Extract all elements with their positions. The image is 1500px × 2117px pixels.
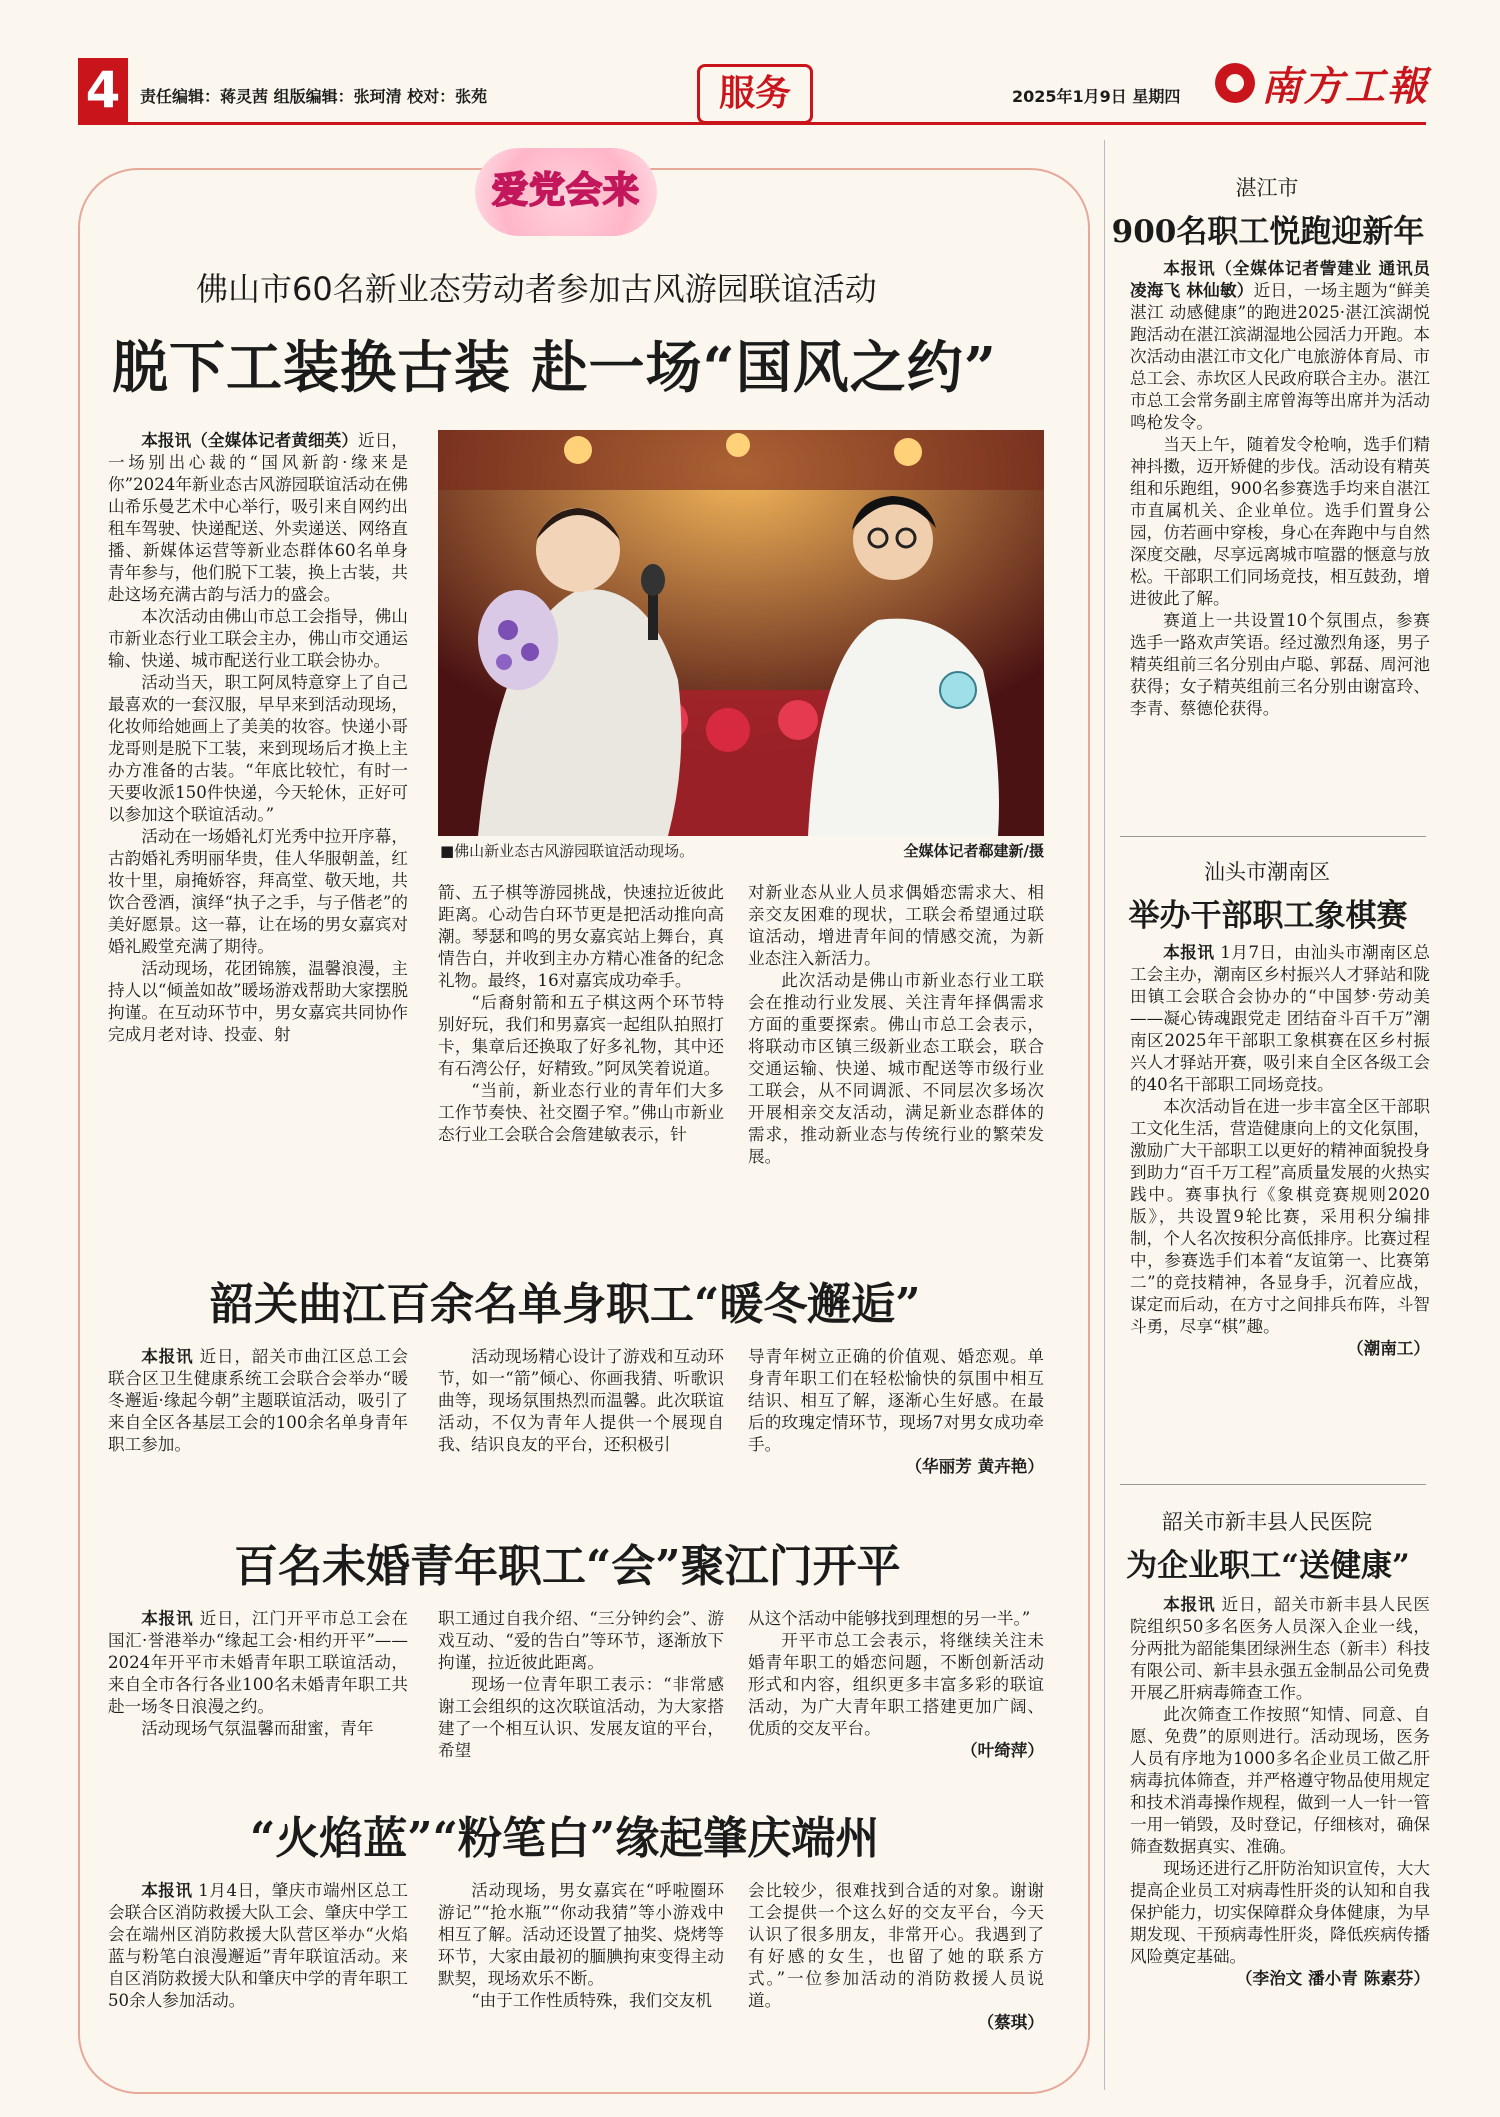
- lead-paragraph: 近日，一场别出心裁的“国风新韵·缘来是你”2024年新业态古风游园联谊活动在佛山希乐曼艺术中心举行，吸引来自网约出租车驾驶、快递配送、外卖递送、网络直播、新媒体运营等新业态群体60名单身青年参与，他们脱下工装，换上古装，共赴这场充满古韵与活力的盛会。: [108, 431, 409, 604]
- lead-paragraph: 对新业态从业人员求偶婚恋需求大、相亲交友困难的现状，工联会希望通过联谊活动，增进青年间的情感交流，为新业态注入新活力。: [748, 883, 1044, 968]
- story4-paragraph: 1月4日，肇庆市端州区总工会联合区消防救援大队工会、肇庆中学工会在端州区消防救援大队营区举办“火焰蓝与粉笔白浪漫邂逅”青年联谊活动。来自区消防救援大队和肇庆中学的青年职工50余人参加活动。: [108, 1881, 408, 2010]
- side-divider: [1120, 836, 1426, 837]
- story3-column-2: [438, 1608, 724, 1762]
- side2-byline: （潮南工）: [1347, 1339, 1430, 1358]
- lead-paragraph: 活动现场，花团锦簇，温馨浪漫，主持人以“倾盖如故”暖场游戏帮助大家摆脱拘谨。在互动环节中，男女嘉宾共同协作完成月老对诗、投壶、射: [108, 959, 408, 1044]
- header-rule: [78, 122, 1426, 125]
- side1-location: 湛江市: [1235, 176, 1299, 200]
- feature-badge: [475, 148, 657, 236]
- side3-body: [1130, 1594, 1430, 1990]
- story3-headline: 百名未婚青年职工“会”聚江门开平: [234, 1541, 901, 1592]
- side2-dateline: 本报讯: [1163, 943, 1215, 962]
- story2-column-3: [748, 1346, 1044, 1478]
- lead-kicker: 佛山市60名新业态劳动者参加古风游园联谊活动: [196, 270, 877, 308]
- lead-paragraph: 箭、五子棋等游园挑战，快速拉近彼此距离。心动告白环节更是把活动推向高潮。琴瑟和鸣的男女嘉宾站上舞台，真情告白，并收到主办方精心准备的纪念礼物。最终，16对嘉宾成功牵手。: [438, 883, 724, 990]
- story3-dateline: 本报讯: [141, 1609, 194, 1628]
- side3-paragraph: 近日，韶关市新丰县人民医院组织50多名医务人员深入企业一线，分两批为韶能集团绿洲生态（新丰）科技有限公司、新丰县永强五金制品公司免费开展乙肝病毒筛查工作。: [1130, 1595, 1431, 1702]
- story3-column-3: [748, 1608, 1044, 1762]
- badge-text: 爱党会来: [491, 170, 640, 211]
- side1-paragraph: 赛道上一共设置10个氛围点，参赛选手一路欢声笑语。经过激烈角逐，男子精英组前三名分别由卢聪、郭磊、周河池获得；女子精英组前三名分别由谢富玲、李青、蔡德伦获得。: [1130, 611, 1430, 718]
- side3-byline: （李治文 潘小青 陈素芬）: [1235, 1969, 1430, 1988]
- story3-paragraph: 职工通过自我介绍、“三分钟约会”、游戏互动、“爱的告白”等环节，逐渐放下拘谨，拉近彼此距离。: [438, 1609, 724, 1672]
- story2-paragraph: 导青年树立正确的价值观、婚恋观。单身青年职工们在轻松愉快的氛围中相互结识、相互了解，逐渐心生好感。在最后的玫瑰定情环节，现场7对男女成功牵手。: [748, 1347, 1044, 1454]
- lead-paragraph: 活动在一场婚礼灯光秀中拉开序幕，古韵婚礼秀明丽华贵，佳人华服朝盖，红妆十里，扇掩娇容，拜高堂、敬天地，共饮合卺酒，演绎“执子之手，与子偕老”的美好愿景。这一幕，让在场的男女嘉宾对婚礼殿堂充满了期待。: [108, 827, 408, 956]
- logo-mark-icon: [1215, 63, 1255, 103]
- story3-paragraph: 现场一位青年职工表示：“非常感谢工会组织的这次联谊活动，为大家搭建了一个相互认识、发展友谊的平台，希望: [438, 1675, 724, 1760]
- story2-byline: （华丽芳 黄卉艳）: [905, 1457, 1044, 1476]
- story4-column-1: [108, 1880, 408, 2012]
- lead-paragraph: “后裔射箭和五子棋这两个环节特别好玩，我们和男嘉宾一起组队拍照打卡，集章后还换取了好多礼物，其中还有石湾公仔，好精致。”阿凤笑着说道。: [438, 993, 724, 1078]
- side3-paragraph: 此次筛查工作按照“知情、同意、自愿、免费”的原则进行。活动现场，医务人员有序地为1000多名企业员工做乙肝病毒抗体筛查，并严格遵守物品使用规定和技术消毒操作规程，做到一人一针一管一用一销毁，及时登记，仔细核对，确保筛查数据真实、准确。: [1130, 1705, 1430, 1856]
- story2-headline: 韶关曲江百余名单身职工“暖冬邂逅”: [210, 1279, 921, 1330]
- story2-dateline: 本报讯: [141, 1347, 194, 1366]
- side2-body: [1130, 942, 1430, 1360]
- masthead-text: 南方工報: [1261, 62, 1429, 110]
- lead-column-3: [748, 882, 1044, 1168]
- story3-paragraph: 活动现场气氛温馨而甜蜜，青年: [141, 1719, 374, 1738]
- story4-paragraph: “由于工作性质特殊，我们交友机: [471, 1991, 712, 2010]
- photo-credit: 全媒体记者郗建新/摄: [903, 842, 1044, 860]
- lead-dateline: 本报讯（全媒体记者黄细英）: [141, 431, 359, 450]
- editors-line: 责任编辑：蒋灵茜 组版编辑：张珂清 校对：张苑: [140, 87, 488, 106]
- story4-dateline: 本报讯: [141, 1881, 193, 1900]
- side3-paragraph: 现场还进行乙肝防治知识宣传，大大提高企业员工对病毒性肝炎的认知和自我保护能力，切实保障群众身体健康，为早期发现、干预病毒性肝炎，降低疾病传播风险奠定基础。: [1130, 1859, 1430, 1966]
- side-divider: [1120, 1484, 1426, 1485]
- side3-headline: 为企业职工“送健康”: [1126, 1548, 1410, 1584]
- section-label: 服务: [697, 64, 813, 124]
- story2-column-2: [438, 1346, 724, 1456]
- photo-caption: ■佛山新业态古风游园联谊活动现场。: [440, 842, 695, 860]
- story4-column-2: [438, 1880, 724, 2012]
- side2-paragraph: 本次活动旨在进一步丰富全区干部职工文化生活，营造健康向上的文化氛围，激励广大干部职工以更好的精神面貌投身到助力“百千万工程”高质量发展的火热实践中。赛事执行《象棋竞赛规则2020版》，共设置9轮比赛，采用积分编排制，个人名次按积分高低排序。比赛过程中，参赛选手们本着“友谊第一、比赛第二”的竞技精神，各显身手，沉着应战，谋定而后动，在方寸之间排兵布阵，斗智斗勇，尽享“棋”趣。: [1130, 1097, 1430, 1336]
- lead-headline: 脱下工装换古装 赴一场“国风之约”: [112, 335, 997, 401]
- story4-byline: （蔡琪）: [977, 2013, 1044, 2032]
- lead-paragraph: 本次活动由佛山市总工会指导，佛山市新业态行业工联会主办，佛山市交通运输、快递、城市配送行业工联会协办。: [108, 607, 408, 670]
- issue-date: 2025年1月9日 星期四: [1012, 87, 1181, 106]
- story3-paragraph: 从这个活动中能够找到理想的另一半。”: [748, 1609, 1031, 1628]
- story3-byline: （叶绮萍）: [961, 1741, 1044, 1760]
- side1-headline: 900名职工悦跑迎新年: [1111, 214, 1425, 250]
- lead-column-2: [438, 882, 724, 1146]
- lead-paragraph: 此次活动是佛山市新业态行业工联会在推动行业发展、关注青年择偶需求方面的重要探索。佛山市总工会表示，将联动市区镇三级新业态工联会，联合交通运输、快递、城市配送等市级行业工联会，从不同调派、不同层次多场次开展相亲交友活动，满足新业态群体的需求，推动新业态与传统行业的繁荣发展。: [748, 971, 1044, 1166]
- side1-paragraph: 当天上午，随着发令枪响，选手们精神抖擞，迈开矫健的步伐。活动设有精英组和乐跑组，900名参赛选手均来自湛江市直属机关、企业单位。选手们置身公园，仿若画中穿梭，身心在奔跑中与自然深度交融，尽享远离城市喧嚣的惬意与放松。干部职工们同场竞技，相互鼓劲，增进彼此了解。: [1130, 435, 1430, 608]
- story2-paragraph: 近日，韶关市曲江区总工会联合区卫生健康系统工会联合会举办“暖冬邂逅·缘起今朝”主题联谊活动，吸引了来自全区各基层工会的100余名单身青年职工参加。: [108, 1347, 409, 1454]
- side1-body: [1130, 258, 1430, 720]
- side2-location: 汕头市潮南区: [1204, 860, 1330, 884]
- masthead-logo: [1215, 58, 1429, 108]
- story4-headline: “火焰蓝”“粉笔白”缘起肇庆端州: [250, 1813, 880, 1864]
- side1-paragraph: 近日，一场主题为“鲜美湛江 动感健康”的跑进2025·湛江滨湖悦跑活动在湛江滨湖湿地公园活力开跑。本次活动由湛江市文化广电旅游体育局、市总工会、赤坎区人民政府联合主办。湛江市总工会常务副主席曾海等出席并为活动鸣枪发令。: [1130, 281, 1431, 432]
- event-photo-illustration: [438, 430, 1044, 836]
- side3-location: 韶关市新丰县人民医院: [1162, 1510, 1372, 1534]
- story4-column-3: [748, 1880, 1044, 2034]
- story4-paragraph: 会比较少，很难找到合适的对象。谢谢工会提供一个这么好的交友平台，今天认识了很多朋友，非常开心。我遇到了有好感的女生，也留了她的联系方式。”一位参加活动的消防救援人员说道。: [748, 1881, 1044, 2010]
- column-divider: [1104, 140, 1105, 2090]
- story2-paragraph: 活动现场精心设计了游戏和互动环节，如一“箭”倾心、你画我猜、听歌识曲等，现场氛围热烈而温馨。此次联谊活动，不仅为青年人提供一个展现自我、结识良友的平台，还积极引: [438, 1347, 724, 1454]
- side2-headline: 举办干部职工象棋赛: [1128, 898, 1408, 934]
- side3-dateline: 本报讯: [1163, 1595, 1216, 1614]
- lead-paragraph: 活动当天，职工阿凤特意穿上了自己最喜欢的一套汉服，早早来到活动现场，化妆师给她画上了美美的妆容。快递小哥龙哥则是脱下工装，来到现场后才换上主办方准备的古装。“年底比较忙，有时一天要收派150件快递，今天轮休，正好可以参加这个联谊活动。”: [108, 673, 408, 824]
- story3-column-1: [108, 1608, 408, 1740]
- side2-paragraph: 1月7日，由汕头市潮南区总工会主办，潮南区乡村振兴人才驿站和陇田镇工会联合会协办的“中国梦·劳动美——凝心铸魂跟党走 团结奋斗百千万”潮南区2025年干部职工象棋赛在区乡村振兴人才驿站开赛，吸引来自全区各级工会的40名干部职工同场竞技。: [1130, 943, 1430, 1094]
- story4-paragraph: 活动现场，男女嘉宾在“呼啦圈环游记”“抢水瓶”“你动我猜”等小游戏中相互了解。活动还设置了抽奖、烧烤等环节，大家由最初的腼腆拘束变得主动默契，现场欢乐不断。: [438, 1881, 724, 1988]
- page-number: 4: [78, 58, 128, 122]
- story3-paragraph: 开平市总工会表示，将继续关注未婚青年职工的婚恋问题，不断创新活动形式和内容，组织更多丰富多彩的联谊活动，为广大青年职工搭建更加广阔、优质的交友平台。: [748, 1631, 1044, 1738]
- story2-column-1: [108, 1346, 408, 1456]
- side1-dateline: 本报讯（全媒体记者訾建业 通讯员凌海飞 林仙敏）: [1130, 259, 1430, 300]
- story3-paragraph: 近日，江门开平市总工会在国汇·誉港举办“缘起工会·相约开平”——2024年开平市未婚青年职工联谊活动，来自全市各行各业100名未婚青年职工共赴一场冬日浪漫之约。: [108, 1609, 409, 1716]
- photo-caption-row: [440, 840, 1044, 861]
- lead-photo: [438, 430, 1044, 836]
- lead-column-1: [108, 430, 408, 1046]
- lead-paragraph: “当前，新业态行业的青年们大多工作节奏快、社交圈子窄。”佛山市新业态行业工会联合会詹建敏表示，针: [438, 1081, 724, 1144]
